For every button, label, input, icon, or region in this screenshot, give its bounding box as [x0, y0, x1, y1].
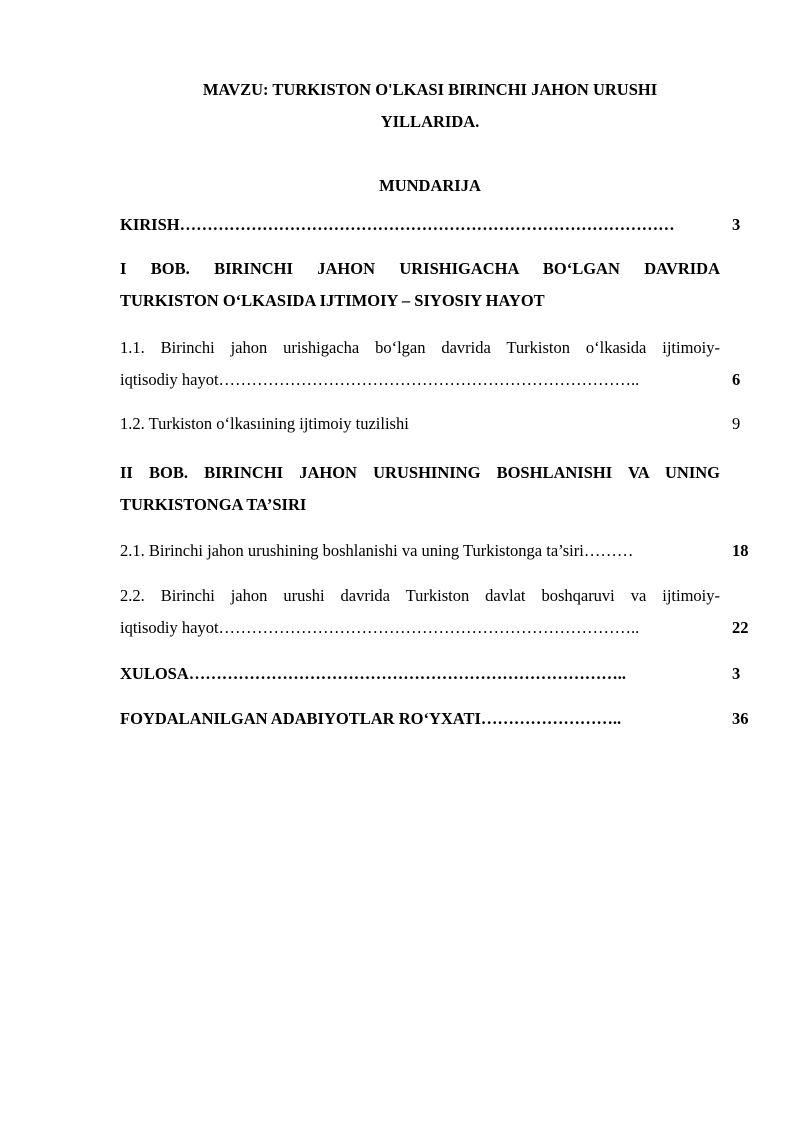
toc-page-2-2: 22 [732, 618, 749, 637]
toc-page-bibliography: 36 [732, 709, 749, 728]
toc-page-2-1: 18 [732, 541, 749, 560]
document-title-line-1: MAVZU: TURKISTON O'LKASI BIRINCHI JAHON URUSHI [202, 80, 658, 99]
toc-section-2-1: 2.1. Birinchi jahon urushining boshlanishi va uning Turkistonga ta’siri……… [120, 541, 634, 560]
toc-section-2-2-line-2: iqtisodiy hayot………………………………………………………………….. [120, 618, 640, 637]
toc-page-1-2: 9 [732, 414, 741, 433]
toc-page-1-1: 6 [732, 370, 741, 389]
toc-page-xulosa: 3 [732, 664, 741, 683]
toc-section-1-2: 1.2. Turkiston o‘lkasıining ijtimoiy tuzilishi [120, 414, 409, 433]
toc-chapter-2-line-1: II BOB. BIRINCHI JAHON URUSHINING BOSHLANISHI VA UNING [120, 463, 720, 482]
toc-chapter-2-line-2: TURKISTONGA TA’SIRI [120, 495, 307, 514]
toc-page-kirish: 3 [732, 215, 741, 234]
toc-section-2-2-line-1: 2.2. Birinchi jahon urushi davrida Turkiston davlat boshqaruvi va ijtimoiy- [120, 586, 720, 605]
toc-entry-bibliography: FOYDALANILGAN ADABIYOTLAR RO‘YXATI…………………….. [120, 709, 622, 728]
toc-section-1-1-line-1: 1.1. Birinchi jahon urishigacha bo‘lgan davrida Turkiston o‘lkasida ijtimoiy- [120, 338, 720, 357]
toc-chapter-1-line-1: I BOB. BIRINCHI JAHON URISHIGACHA BO‘LGAN DAVRIDA [120, 259, 720, 278]
document-title-line-2: YILLARIDA. [380, 112, 480, 131]
toc-entry-xulosa: XULOSA…………………………………………………………………….. [120, 664, 627, 683]
toc-chapter-1-line-2: TURKISTON O‘LKASIDA IJTIMOIY – SIYOSIY HAYOT [120, 291, 545, 310]
toc-entry-kirish: KIRISH……………………………………………………………………………… [120, 215, 675, 234]
toc-heading: MUNDARIJA [379, 176, 481, 195]
toc-section-1-1-line-2: iqtisodiy hayot………………………………………………………………….. [120, 370, 640, 389]
